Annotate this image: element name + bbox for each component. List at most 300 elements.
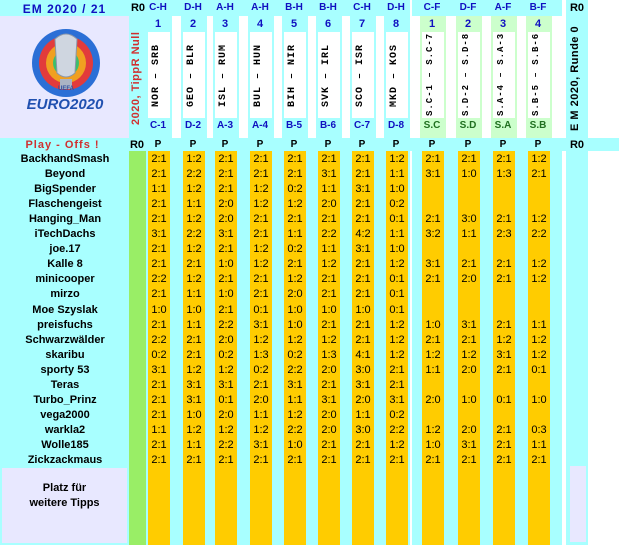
tip-cell: 0:1 xyxy=(389,273,405,286)
player-name: Turbo_Prinz xyxy=(33,393,97,406)
tip-cell: 2:2 xyxy=(151,273,167,286)
final-tip-cell: 2:1 xyxy=(461,333,477,346)
tip-cell: 2:1 xyxy=(151,213,167,226)
tip-cell: 2:1 xyxy=(186,258,202,271)
tip-cell: 2:1 xyxy=(151,408,167,421)
match-teams: SVK – IRL xyxy=(321,43,332,107)
column-p-label: P xyxy=(499,139,507,150)
tip-cell: 1:2 xyxy=(389,153,405,165)
tip-cell: 1:1 xyxy=(287,393,303,406)
tip-cell: 1:0 xyxy=(287,318,303,331)
match-code: A-3 xyxy=(216,120,234,131)
tip-cell: 2:1 xyxy=(253,454,269,466)
playoffs-label: Play - Offs ! xyxy=(25,139,100,151)
match-code: D-8 xyxy=(387,120,405,131)
tip-cell: 2:1 xyxy=(389,378,405,391)
tip-cell: 0:1 xyxy=(253,303,269,316)
match-group-label: D-F xyxy=(459,2,477,13)
match-number: 1 xyxy=(428,18,436,30)
tip-cell: 2:1 xyxy=(151,288,167,301)
tip-cell: 2:1 xyxy=(355,168,371,181)
tip-cell: 1:0 xyxy=(218,288,234,301)
tip-cell: 2:1 xyxy=(355,454,371,466)
tip-cell: 0:2 xyxy=(151,348,167,361)
tip-cell: 1:0 xyxy=(287,438,303,451)
tip-cell: 3:1 xyxy=(218,378,234,391)
tip-cell: 1:0 xyxy=(287,303,303,316)
tip-cell: 2:1 xyxy=(321,288,337,301)
final-tip-cell: 2:0 xyxy=(461,363,477,376)
tip-cell: 2:1 xyxy=(253,153,269,165)
player-name: Kalle 8 xyxy=(47,258,83,271)
match-teams: MKD – KOS xyxy=(389,43,400,107)
final-tip-cell: 1:2 xyxy=(531,333,547,346)
column-p-label: P xyxy=(324,139,332,150)
tip-cell: 2:1 xyxy=(151,243,167,256)
final-tip-cell: 3:0 xyxy=(461,213,477,226)
match-group-label: D-H xyxy=(184,2,202,13)
tip-cell: 1:0 xyxy=(218,258,234,271)
match-code: C-7 xyxy=(353,120,371,131)
tip-cell: 1:2 xyxy=(218,363,234,376)
final-tip-cell: 1:2 xyxy=(531,153,547,165)
tip-cell: 2:1 xyxy=(287,213,303,226)
tip-cell: 2:1 xyxy=(253,228,269,241)
final-tip-cell: 1:1 xyxy=(531,318,547,331)
tip-cell: 2:1 xyxy=(151,378,167,391)
tip-cell: 3:1 xyxy=(186,393,202,406)
final-tip-cell: 2:0 xyxy=(461,273,477,286)
tip-cell: 2:1 xyxy=(218,243,234,256)
tip-cell: 2:1 xyxy=(355,153,371,165)
tip-cell: 2:1 xyxy=(355,438,371,451)
final-tip-cell: 3:1 xyxy=(461,438,477,451)
final-tip-cell: 1:1 xyxy=(461,228,477,241)
tip-cell: 3:1 xyxy=(253,438,269,451)
page-title: EM 2020 / 21 xyxy=(22,2,107,16)
tip-cell: 1:2 xyxy=(186,153,202,165)
match-group-label: C-F xyxy=(423,2,441,13)
tip-cell: 2:0 xyxy=(218,333,234,346)
final-tip-cell: 3:2 xyxy=(425,228,441,241)
tip-cell: 2:2 xyxy=(218,318,234,331)
tip-cell: 1:2 xyxy=(287,198,303,211)
tip-cell: 3:1 xyxy=(151,363,167,376)
final-tip-cell: 0:3 xyxy=(531,423,547,436)
tip-cell: 2:1 xyxy=(253,213,269,226)
column-p-label: P xyxy=(290,139,298,150)
tip-cell: 2:2 xyxy=(218,438,234,451)
tip-cell: 3:1 xyxy=(321,168,337,181)
final-tip-cell: 2:1 xyxy=(531,454,547,466)
tip-cell: 1:2 xyxy=(253,423,269,436)
round-label-row2-right: R0 xyxy=(569,139,585,151)
match-teams: S.A-4 – S.A-3 xyxy=(496,32,506,116)
player-name: minicooper xyxy=(35,273,95,286)
tip-cell: 2:0 xyxy=(321,198,337,211)
column-p-label: P xyxy=(256,139,264,150)
final-tip-cell: 1:1 xyxy=(531,438,547,451)
final-tip-cell: 3:1 xyxy=(496,348,512,361)
tip-cell: 2:1 xyxy=(287,168,303,181)
tip-cell: 4:1 xyxy=(355,348,371,361)
match-teams: S.C-1 – S.C-7 xyxy=(425,32,435,116)
match-code: S.B xyxy=(529,120,547,131)
match-teams: BUL – HUN xyxy=(253,43,264,107)
final-tip-cell: 3:1 xyxy=(461,318,477,331)
tip-cell: 2:1 xyxy=(355,198,371,211)
player-name: iTechDachs xyxy=(34,228,96,241)
tip-cell: 2:0 xyxy=(355,393,371,406)
tip-cell: 2:1 xyxy=(218,273,234,286)
tip-cell: 1:2 xyxy=(253,183,269,196)
tip-cell: 2:1 xyxy=(389,454,405,466)
final-tip-cell: 2:1 xyxy=(461,153,477,165)
tip-cell: 1:3 xyxy=(253,348,269,361)
vertical-label-left: 2020, TippR Null xyxy=(130,31,142,125)
column-p-label: P xyxy=(221,139,229,150)
final-tip-cell: 1:2 xyxy=(531,213,547,226)
tip-cell: 1:1 xyxy=(151,183,167,196)
tip-cell: 1:2 xyxy=(186,363,202,376)
match-teams: ISL – RUM xyxy=(218,43,229,107)
tip-cell: 1:1 xyxy=(151,423,167,436)
tip-cell: 0:2 xyxy=(253,363,269,376)
match-group-label: B-H xyxy=(285,2,303,13)
tip-cell: 2:1 xyxy=(287,454,303,466)
tip-cell: 2:1 xyxy=(186,333,202,346)
tip-cell: 2:2 xyxy=(389,423,405,436)
tip-cell: 2:2 xyxy=(287,423,303,436)
tip-cell: 3:0 xyxy=(355,423,371,436)
final-tip-cell: 2:0 xyxy=(461,423,477,436)
player-name: skaribu xyxy=(45,348,85,361)
tip-cell: 2:1 xyxy=(151,318,167,331)
tip-cell: 1:2 xyxy=(389,438,405,451)
player-name: BackhandSmash xyxy=(20,153,110,165)
tip-cell: 0:2 xyxy=(287,183,303,196)
tip-cell: 1:0 xyxy=(389,183,405,196)
tip-cell: 0:2 xyxy=(287,243,303,256)
match-teams: NOR – SRB xyxy=(151,43,162,107)
tip-cell: 2:1 xyxy=(287,258,303,271)
logo-uefa: UEFA xyxy=(57,86,74,92)
final-tip-cell: 1:0 xyxy=(531,393,547,406)
tip-cell: 1:1 xyxy=(389,168,405,181)
final-tip-cell: 2:0 xyxy=(425,393,441,406)
tip-cell: 1:2 xyxy=(253,333,269,346)
tip-cell: 1:1 xyxy=(186,288,202,301)
tip-cell: 1:2 xyxy=(389,318,405,331)
match-code: S.C xyxy=(423,120,441,131)
player-name: mirzo xyxy=(50,288,80,301)
player-name: Moe Szyslak xyxy=(32,303,98,316)
final-tip-cell: 1:2 xyxy=(461,348,477,361)
column-p-label: P xyxy=(534,139,542,150)
tip-cell: 1:2 xyxy=(389,348,405,361)
tip-cell: 2:1 xyxy=(253,288,269,301)
final-tip-cell: 1:3 xyxy=(496,168,512,181)
tip-cell: 1:2 xyxy=(321,333,337,346)
tip-cell: 2:0 xyxy=(287,288,303,301)
tip-cell: 0:2 xyxy=(218,348,234,361)
tip-cell: 1:1 xyxy=(321,183,337,196)
final-tip-cell: 1:2 xyxy=(531,348,547,361)
tip-cell: 1:1 xyxy=(287,228,303,241)
final-tip-cell: 3:1 xyxy=(425,258,441,271)
tip-cell: 1:2 xyxy=(287,273,303,286)
tip-cell: 1:1 xyxy=(253,408,269,421)
player-name: Hanging_Man xyxy=(28,213,102,226)
player-name: warkla2 xyxy=(44,423,86,436)
tip-cell: 2:1 xyxy=(355,273,371,286)
tip-cell: 0:1 xyxy=(389,213,405,226)
final-tip-cell: 1:0 xyxy=(425,318,441,331)
column-p-label: P xyxy=(464,139,472,150)
final-tip-cell: 2:1 xyxy=(425,454,441,466)
match-number: 1 xyxy=(154,18,162,30)
tip-cell: 1:2 xyxy=(287,333,303,346)
tip-cell: 2:1 xyxy=(218,454,234,466)
column-p-label: P xyxy=(154,139,162,150)
match-group-label: B-F xyxy=(529,2,547,13)
tip-cell: 1:2 xyxy=(186,273,202,286)
tip-cell: 4:2 xyxy=(355,228,371,241)
final-tip-cell: 1:1 xyxy=(425,363,441,376)
final-tip-cell: 2:1 xyxy=(425,213,441,226)
player-name: Beyond xyxy=(44,168,86,181)
tip-cell: 1:2 xyxy=(253,198,269,211)
tip-cell: 3:1 xyxy=(186,378,202,391)
tip-cell: 2:1 xyxy=(321,454,337,466)
tip-cell: 1:0 xyxy=(389,243,405,256)
tip-cell: 3:1 xyxy=(253,318,269,331)
match-code: C-1 xyxy=(149,120,167,131)
tip-cell: 1:2 xyxy=(186,423,202,436)
match-code: B-6 xyxy=(319,120,337,131)
tip-cell: 2:1 xyxy=(253,168,269,181)
player-name: Teras xyxy=(50,378,80,391)
final-tip-cell: 1:2 xyxy=(425,348,441,361)
round-label-left: R0 xyxy=(130,2,146,14)
match-teams: S.D-2 – S.D-8 xyxy=(461,32,471,116)
final-tip-cell: 2:1 xyxy=(496,153,512,165)
final-tip-cell: 2:1 xyxy=(531,168,547,181)
placeholder-line1: Platz für xyxy=(42,482,87,494)
round-label-row2: R0 xyxy=(129,139,145,151)
tip-cell: 2:1 xyxy=(355,333,371,346)
player-name: Schwarzwälder xyxy=(25,333,105,346)
tip-cell: 2:1 xyxy=(321,273,337,286)
column-p-label: P xyxy=(428,139,436,150)
final-tip-cell: 1:2 xyxy=(531,273,547,286)
final-tip-cell: 2:1 xyxy=(461,258,477,271)
tip-cell: 1:1 xyxy=(321,243,337,256)
tip-cell: 2:2 xyxy=(287,363,303,376)
tip-cell: 1:0 xyxy=(186,408,202,421)
tip-cell: 2:1 xyxy=(355,318,371,331)
tip-cell: 1:1 xyxy=(355,408,371,421)
match-number: 5 xyxy=(290,18,298,30)
tip-cell: 1:0 xyxy=(151,303,167,316)
tip-cell: 2:0 xyxy=(218,408,234,421)
tip-cell: 0:1 xyxy=(218,393,234,406)
player-name: Zickzackmaus xyxy=(27,454,103,466)
tip-cell: 2:1 xyxy=(355,213,371,226)
match-group-label: C-H xyxy=(149,2,167,13)
match-group-label: C-H xyxy=(353,2,371,13)
final-tip-cell: 1:2 xyxy=(425,423,441,436)
tip-cell: 2:1 xyxy=(321,438,337,451)
match-number: 2 xyxy=(189,18,197,30)
tip-cell: 3:1 xyxy=(389,393,405,406)
final-tip-cell: 2:1 xyxy=(496,363,512,376)
match-code: D-2 xyxy=(184,120,202,131)
tip-cell: 0:1 xyxy=(389,303,405,316)
tip-cell: 1:2 xyxy=(321,258,337,271)
tip-cell: 2:1 xyxy=(287,153,303,165)
tip-cell: 2:1 xyxy=(186,348,202,361)
match-code: A-4 xyxy=(251,120,269,131)
tip-cell: 2:1 xyxy=(321,318,337,331)
tip-cell: 1:3 xyxy=(321,348,337,361)
match-code: S.D xyxy=(459,120,477,131)
player-name: BigSpender xyxy=(34,183,96,196)
tip-cell: 2:0 xyxy=(321,423,337,436)
tip-cell: 3:1 xyxy=(355,243,371,256)
player-name: preisfuchs xyxy=(37,318,93,331)
tip-cell: 1:1 xyxy=(186,318,202,331)
match-number: 2 xyxy=(464,18,472,30)
tip-cell: 1:0 xyxy=(355,303,371,316)
match-teams: BIH – NIR xyxy=(287,43,298,107)
final-tip-cell: 2:3 xyxy=(496,228,512,241)
match-teams: GEO – BLR xyxy=(186,43,197,107)
final-tip-cell: 2:1 xyxy=(496,258,512,271)
tip-cell: 2:0 xyxy=(253,393,269,406)
final-tip-cell: 3:1 xyxy=(425,168,441,181)
tip-cell: 2:1 xyxy=(151,153,167,165)
match-group-label: B-H xyxy=(319,2,337,13)
round-label-right: R0 xyxy=(569,2,585,14)
final-tip-cell: 2:1 xyxy=(425,273,441,286)
final-tip-cell: 2:1 xyxy=(496,273,512,286)
final-tip-cell: 1:0 xyxy=(461,393,477,406)
match-code: S.A xyxy=(494,120,512,131)
final-tip-cell: 2:1 xyxy=(461,454,477,466)
final-tip-cell: 2:1 xyxy=(496,438,512,451)
tip-cell: 2:0 xyxy=(218,198,234,211)
final-tip-cell: 2:1 xyxy=(496,213,512,226)
tip-cell: 3:1 xyxy=(355,183,371,196)
tip-cell: 3:1 xyxy=(355,378,371,391)
tip-cell: 2:2 xyxy=(151,333,167,346)
final-tip-cell: 2:1 xyxy=(425,333,441,346)
final-tip-cell: 0:1 xyxy=(531,363,547,376)
tip-cell: 2:1 xyxy=(151,454,167,466)
tip-cell: 0:1 xyxy=(389,288,405,301)
tip-cell: 1:1 xyxy=(389,228,405,241)
match-number: 4 xyxy=(256,18,264,30)
player-name: Wolle185 xyxy=(41,438,89,451)
match-group-label: D-H xyxy=(387,2,405,13)
match-number: 4 xyxy=(534,18,542,30)
tip-cell: 1:2 xyxy=(253,258,269,271)
final-tip-cell: 1:0 xyxy=(425,438,441,451)
player-name: joe.17 xyxy=(49,243,81,256)
tip-cell: 1:2 xyxy=(186,243,202,256)
tip-cell: 1:0 xyxy=(321,303,337,316)
tip-cell: 3:0 xyxy=(355,363,371,376)
final-tip-cell: 1:2 xyxy=(531,258,547,271)
match-number: 6 xyxy=(324,18,332,30)
tip-cell: 2:1 xyxy=(151,438,167,451)
tip-cell: 3:1 xyxy=(287,378,303,391)
match-number: 8 xyxy=(392,18,400,30)
vertical-label-right: E M 2020, Runde 0 xyxy=(569,25,581,131)
tip-cell: 1:0 xyxy=(186,303,202,316)
final-tip-cell: 2:1 xyxy=(496,423,512,436)
match-group-label: A-H xyxy=(251,2,269,13)
tip-cell: 2:2 xyxy=(186,168,202,181)
tip-cell: 2:1 xyxy=(355,258,371,271)
tip-cell: 0:2 xyxy=(389,198,405,211)
match-number: 3 xyxy=(221,18,229,30)
tip-cell: 3:1 xyxy=(218,228,234,241)
tip-cell: 2:1 xyxy=(151,168,167,181)
final-tip-cell: 1:2 xyxy=(496,333,512,346)
tip-cell: 1:2 xyxy=(253,243,269,256)
match-number: 7 xyxy=(358,18,366,30)
tip-cell: 0:2 xyxy=(287,348,303,361)
player-name: Flaschengeist xyxy=(28,198,102,211)
column-p-label: P xyxy=(358,139,366,150)
tip-cell: 2:0 xyxy=(321,408,337,421)
tip-cell: 2:1 xyxy=(253,378,269,391)
final-tip-cell: 0:1 xyxy=(496,393,512,406)
tip-cell: 2:1 xyxy=(218,168,234,181)
placeholder-line2: weitere Tipps xyxy=(29,497,100,509)
logo-text: EURO2020 xyxy=(26,96,104,113)
tip-cell: 2:1 xyxy=(218,303,234,316)
match-teams: SCO – ISR xyxy=(355,43,366,107)
tip-cell: 1:1 xyxy=(186,198,202,211)
tip-cell: 2:1 xyxy=(321,378,337,391)
match-number: 3 xyxy=(499,18,507,30)
tip-cell: 2:0 xyxy=(218,213,234,226)
tip-cell: 2:0 xyxy=(321,363,337,376)
tip-cell: 2:2 xyxy=(321,228,337,241)
tip-cell: 2:1 xyxy=(151,258,167,271)
tip-cell: 1:2 xyxy=(389,333,405,346)
tip-cell: 3:1 xyxy=(151,228,167,241)
tip-cell: 2:1 xyxy=(321,213,337,226)
tip-cell: 1:2 xyxy=(186,183,202,196)
tip-cell: 1:2 xyxy=(218,423,234,436)
match-group-label: A-F xyxy=(494,2,512,13)
tip-cell: 0:2 xyxy=(389,408,405,421)
right-empty-cell xyxy=(570,466,586,542)
tip-cell: 2:1 xyxy=(355,288,371,301)
tip-cell: 1:2 xyxy=(389,258,405,271)
final-tip-cell: 2:2 xyxy=(531,228,547,241)
match-teams: S.B-5 – S.B-6 xyxy=(531,32,541,116)
tip-cell: 2:1 xyxy=(218,183,234,196)
tip-cell: 2:1 xyxy=(389,363,405,376)
tip-cell: 2:2 xyxy=(186,228,202,241)
tip-cell: 1:1 xyxy=(186,438,202,451)
player-name: vega2000 xyxy=(40,408,90,421)
